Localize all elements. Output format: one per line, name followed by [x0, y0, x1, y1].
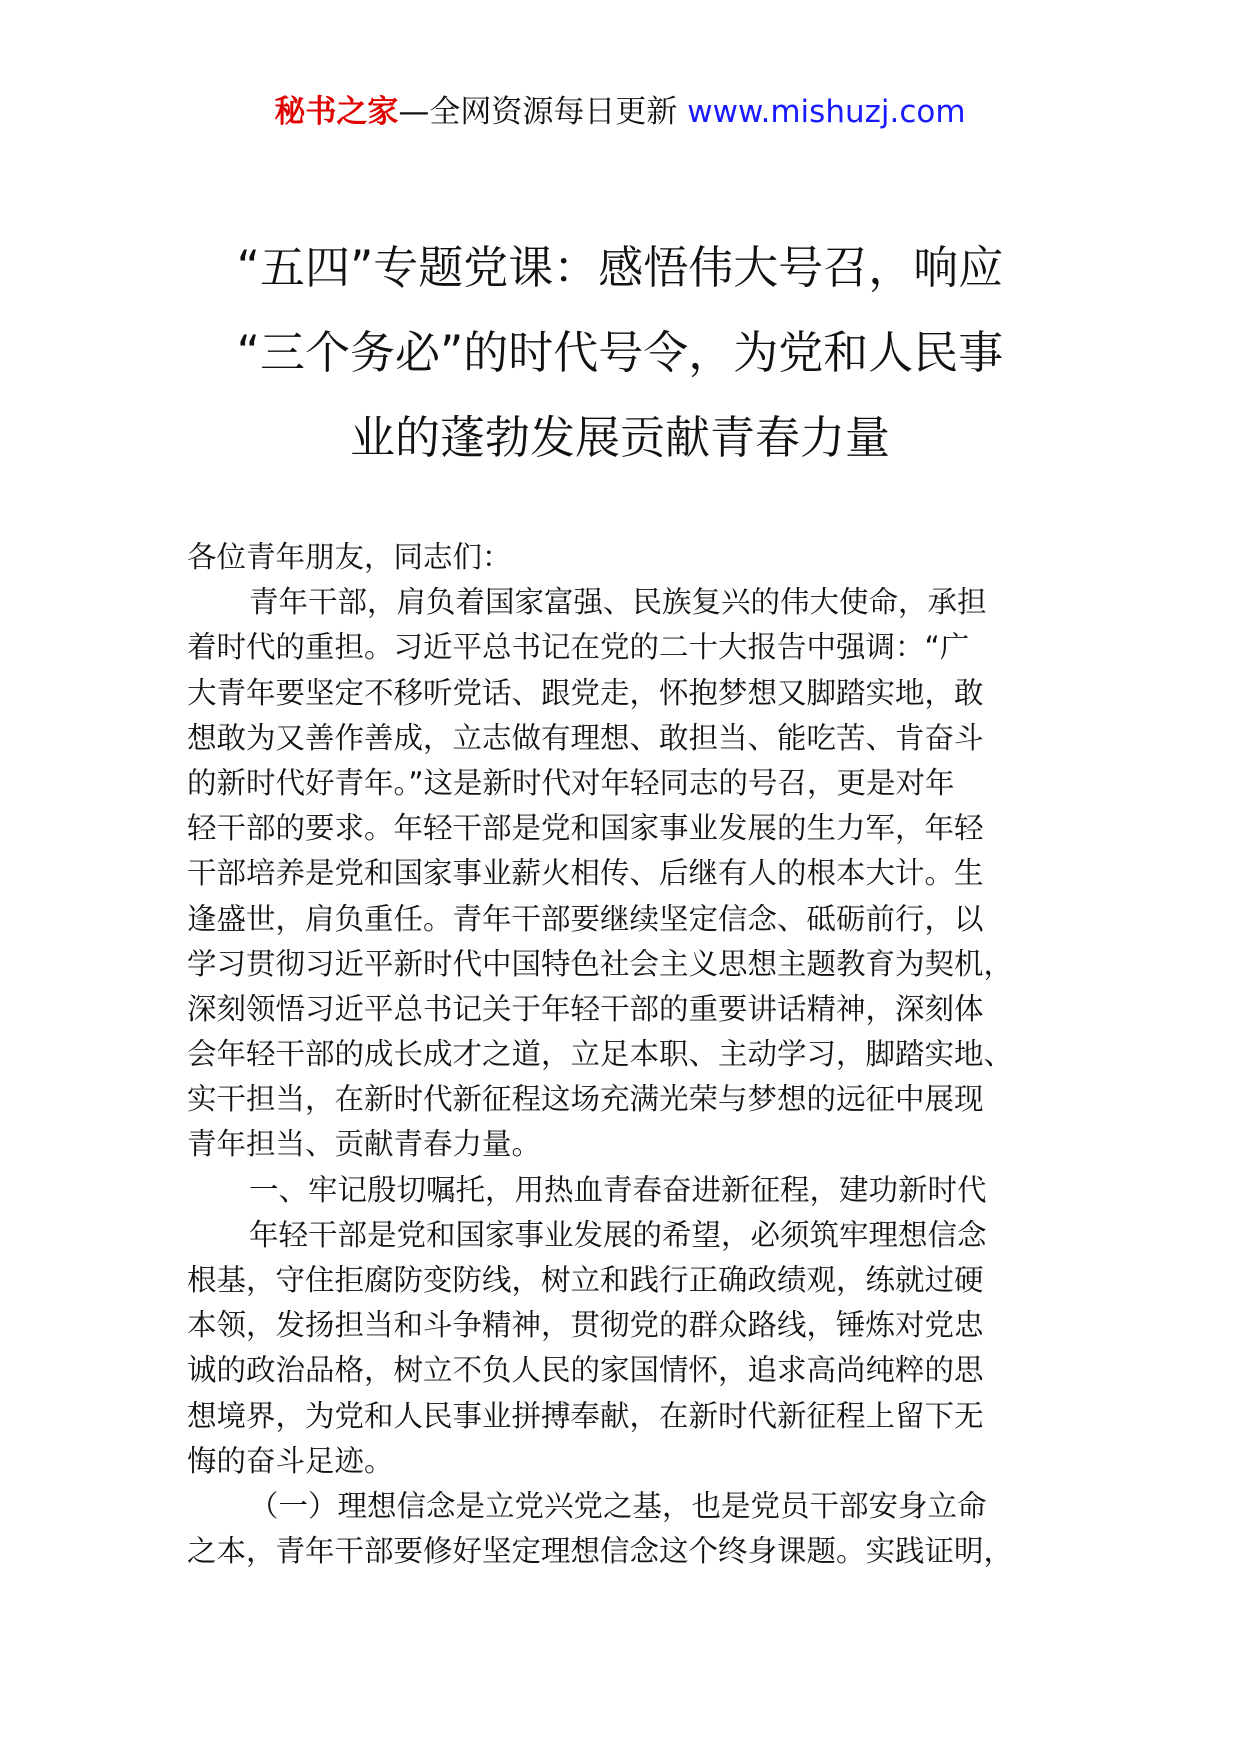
- body-line: 诚的政治品格，树立不负人民的家国情怀，追求高尚纯粹的思: [187, 1353, 984, 1388]
- body-line: 会年轻干部的成长成才之道，立足本职、主动学习，脚踏实地、: [187, 1037, 1014, 1072]
- body-line: 的新时代好青年。”这是新时代对年轻同志的号召，更是对年: [187, 765, 955, 800]
- site-brand: 秘书之家: [274, 94, 399, 130]
- site-header: [0, 92, 1240, 132]
- subsection-heading: （一）理想信念是立党兴党之基，也是党员干部安身立命: [249, 1488, 987, 1523]
- body-line: 青年担当、贡献青春力量。: [187, 1127, 542, 1162]
- title-line: 业的蓬勃发展贡献青春力量: [349, 411, 890, 464]
- body-line: 年轻干部是党和国家事业发展的希望，必须筑牢理想信念: [249, 1217, 987, 1252]
- body-line: 根基，守住拒腐防变防线，树立和践行正确政绩观，练就过硬: [187, 1263, 984, 1297]
- document-title: [140, 225, 1100, 480]
- body-line: 实干担当，在新时代新征程这场充满光荣与梦想的远征中展现: [187, 1082, 984, 1117]
- body-line: 想境界，为党和人民事业拼搏奉献，在新时代新征程上留下无: [187, 1398, 984, 1433]
- body-line: 深刻领悟习近平总书记关于年轻干部的重要讲话精神，深刻体: [187, 991, 984, 1026]
- body-line: 本领，发扬担当和斗争精神，贯彻党的群众路线，锤炼对党忠: [187, 1308, 984, 1343]
- salutation: 各位青年朋友，同志们：: [187, 540, 512, 574]
- title-line: “五四”专题党课：感悟伟大号召，响应: [236, 241, 1004, 294]
- site-url-link[interactable]: www.mishuzj.com: [687, 94, 966, 130]
- body-line: 着时代的重担。习近平总书记在党的二十大报告中强调：“广: [187, 630, 970, 665]
- body-line: 轻干部的要求。年轻干部是党和国家事业发展的生力军，年轻: [187, 811, 984, 846]
- body-line: 逢盛世，肩负重任。青年干部要继续坚定信念、砥砺前行，以: [187, 901, 984, 936]
- body-line: 青年干部，肩负着国家富强、民族复兴的伟大使命，承担: [249, 585, 987, 620]
- body-line: 之本，青年干部要修好坚定理想信念这个终身课题。实践证明，: [187, 1534, 1014, 1569]
- body-line: 想敢为又善作善成，立志做有理想、敢担当、能吃苦、肯奋斗: [187, 720, 984, 755]
- body-line: 干部培养是党和国家事业薪火相传、后继有人的根本大计。生: [187, 856, 984, 891]
- title-line: “三个务必”的时代号令，为党和人民事: [236, 326, 1004, 379]
- section-heading: 一、牢记殷切嘱托，用热血青春奋进新征程，建功新时代: [249, 1172, 987, 1207]
- body-line: 学习贯彻习近平新时代中国特色社会主义思想主题教育为契机，: [187, 946, 1014, 981]
- site-tagline: —全网资源每日更新: [398, 94, 688, 130]
- document-body: [187, 535, 1087, 1574]
- body-line: 大青年要坚定不移听党话、跟党走，怀抱梦想又脚踏实地，敢: [187, 675, 984, 710]
- body-line: 悔的奋斗足迹。: [187, 1443, 394, 1478]
